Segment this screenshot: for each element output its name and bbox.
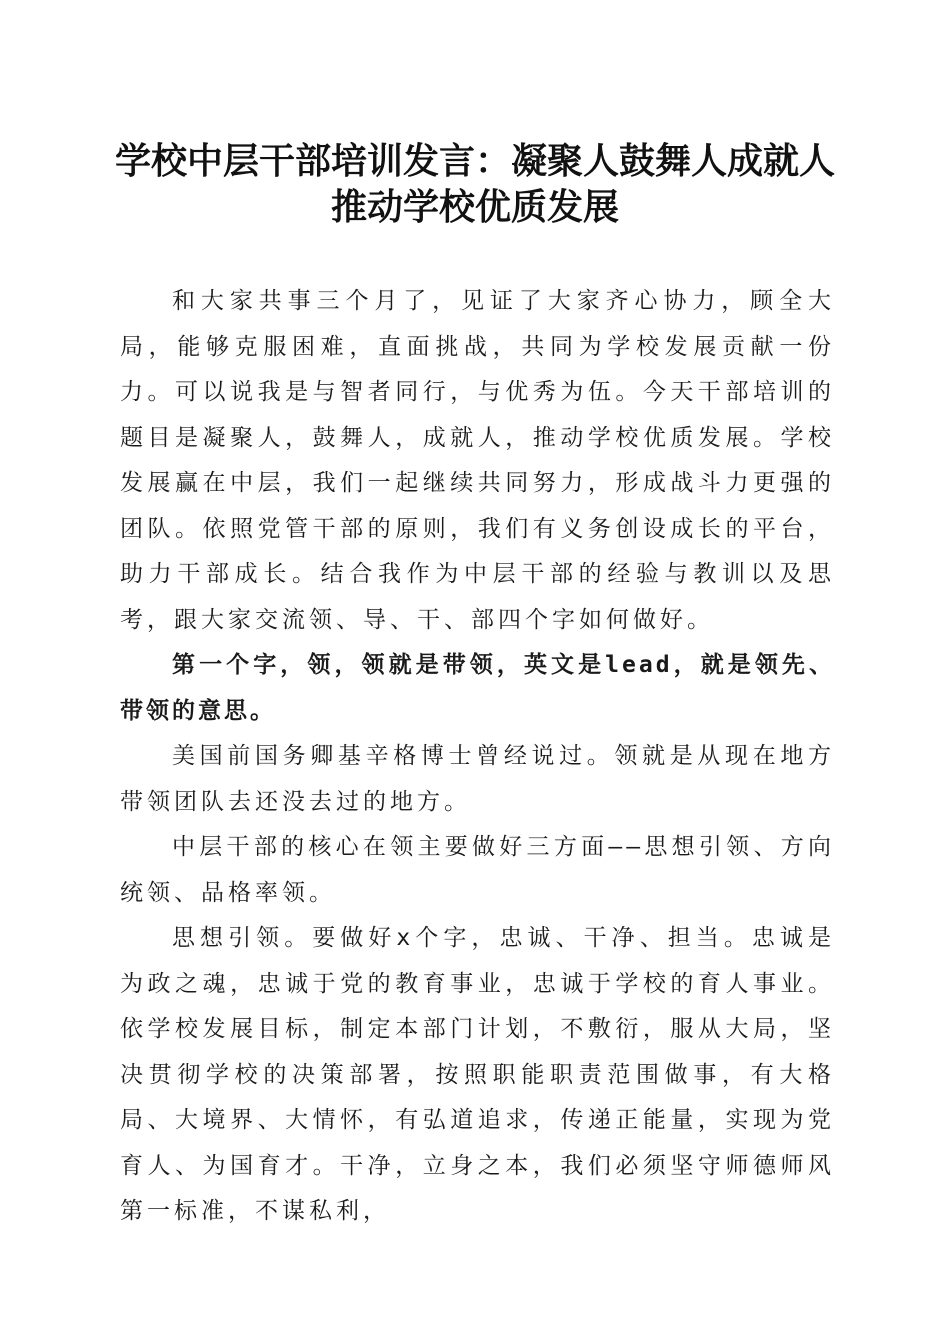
paragraph-intro: 和大家共事三个月了，见证了大家齐心协力，顾全大局，能够克服困难，直面挑战，共同为学校发展贡献一份力。可以说我是与智者同行，与优秀为伍。今天干部培训的题目是凝聚人，鼓舞人，成就人，推动学校优质发展。学校发展赢在中层，我们一起继续共同努力，形成战斗力更强的团队。依照党管干部的原则，我们有义务创设成长的平台，助力干部成长。结合我作为中层干部的经验与教训以及思考，跟大家交流领、导、干、部四个字如何做好。	[120, 288, 835, 633]
title-line-1: 学校中层干部培训发言：凝聚人鼓舞人成就人	[114, 140, 835, 182]
document-body	[120, 279, 835, 1235]
paragraph-kissinger-quote: 美国前国务卿基辛格博士曾经说过。领就是从现在地方带领团队去还没去过的地方。	[120, 743, 835, 815]
paragraph-three-aspects: 中层干部的核心在领主要做好三方面——思想引领、方向统领、品格率领。	[120, 834, 835, 906]
paragraph-thought-leadership: 思想引领。要做好x个字，忠诚、干净、担当。忠诚是为政之魂，忠诚于党的教育事业，忠诚于学校的育人事业。依学校发展目标，制定本部门计划，不敷衍，服从大局，坚决贯彻学校的决策部署，按照职能职责范围做事，有大格局、大境界、大情怀，有弘道追求，传递正能量，实现为党育人、为国育才。干净，立身之本，我们必须坚守师德师风第一标准，不谋私利，	[120, 925, 835, 1224]
document-title	[100, 138, 850, 230]
title-line-2: 推动学校优质发展	[330, 186, 619, 228]
paragraph-first-character: 第一个字，领，领就是带领，英文是lead，就是领先、带领的意思。	[120, 652, 835, 724]
